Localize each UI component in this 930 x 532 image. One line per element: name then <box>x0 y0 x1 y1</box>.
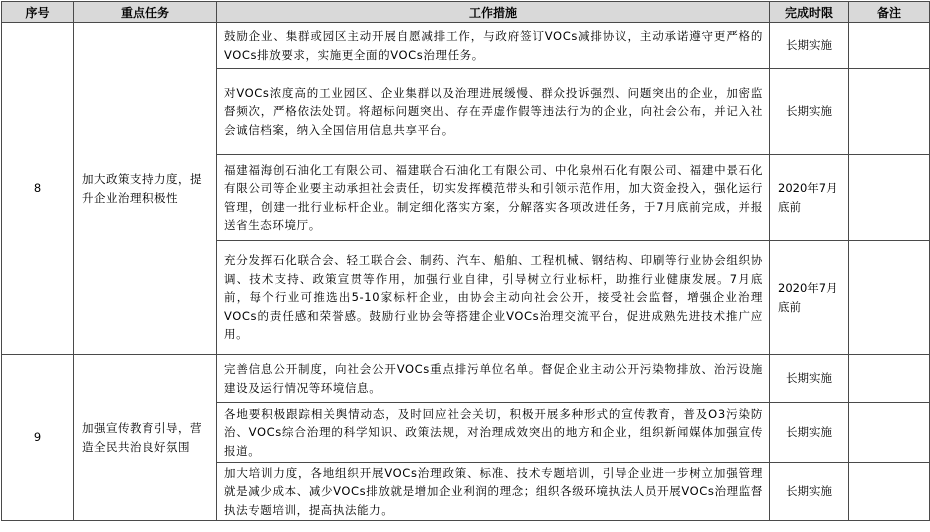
note <box>849 355 930 403</box>
deadline: 2020年7月底前 <box>770 155 849 241</box>
note <box>849 241 930 355</box>
measure-text: 鼓励企业、集群或园区主动开展自愿减排工作，与政府签订VOCs减排协议，主动承诺遵守更严格的VOCs排放要求，实施更全面的VOCs治理任务。 <box>217 23 770 69</box>
header-note: 备注 <box>849 2 930 23</box>
deadline: 长期实施 <box>770 403 849 463</box>
measure-text: 加大培训力度，各地组织开展VOCs治理政策、标准、技术专题培训，引导企业进一步树立加强管理就是减少成本、减少VOCs排放就是增加企业利润的理念；组织各级环境执法人员开展VOCs治理监督执法专题培训，提高执法能力。 <box>217 463 770 521</box>
header-row <box>2 2 930 23</box>
note <box>849 69 930 155</box>
measure-text: 对VOCs浓度高的工业园区、企业集群以及治理进展缓慢、群众投诉强烈、问题突出的企业，加密监督频次，严格依法处罚。将超标问题突出、存在弄虚作假等违法行为的企业，向社会公布，并记入社会诚信档案，纳入全国信用信息共享平台。 <box>217 69 770 155</box>
deadline: 长期实施 <box>770 69 849 155</box>
header-task: 重点任务 <box>74 2 217 23</box>
key-task: 加强宣传教育引导，营造全民共治良好氛围 <box>74 355 217 521</box>
deadline: 长期实施 <box>770 23 849 69</box>
note <box>849 155 930 241</box>
header-deadline: 完成时限 <box>770 2 849 23</box>
header-no: 序号 <box>2 2 74 23</box>
measures-table <box>1 1 930 521</box>
table-row <box>2 355 930 403</box>
measure-text: 福建福海创石油化工有限公司、福建联合石油化工有限公司、中化泉州石化有限公司、福建中景石化有限公司等企业要主动承担社会责任，切实发挥模范带头和引领示范作用，加大资金投入，强化运行管理，创建一批行业标杆企业。制定细化落实方案，分解落实各项改进任务，于7月底前完成，并报送省生态环境厅。 <box>217 155 770 241</box>
header-measures: 工作措施 <box>217 2 770 23</box>
deadline: 2020年7月底前 <box>770 241 849 355</box>
table-row <box>2 23 930 69</box>
deadline: 长期实施 <box>770 463 849 521</box>
note <box>849 463 930 521</box>
measure-text: 各地要积极跟踪相关舆情动态，及时回应社会关切，积极开展多种形式的宣传教育，普及O3污染防治、VOCs综合治理的科学知识、政策法规，对治理成效突出的地方和企业，组织新闻媒体加强宣传报道。 <box>217 403 770 463</box>
key-task: 加大政策支持力度，提升企业治理积极性 <box>74 23 217 355</box>
row-number: 9 <box>2 355 74 521</box>
deadline: 长期实施 <box>770 355 849 403</box>
row-number: 8 <box>2 23 74 355</box>
note <box>849 403 930 463</box>
measure-text: 充分发挥石化联合会、轻工联合会、制药、汽车、船舶、工程机械、钢结构、印刷等行业协会组织协调、技术支持、政策宣贯等作用，加强行业自律，引导树立行业标杆，助推行业健康发展。7月底前，每个行业可推选出5-10家标杆企业，由协会主动向社会公开，接受社会监督，增强企业治理VOCs的责任感和荣誉感。鼓励行业协会等搭建企业VOCs治理交流平台，促进成熟先进技术推广应用。 <box>217 241 770 355</box>
measure-text: 完善信息公开制度，向社会公开VOCs重点排污单位名单。督促企业主动公开污染物排放、治污设施建设及运行情况等环境信息。 <box>217 355 770 403</box>
note <box>849 23 930 69</box>
